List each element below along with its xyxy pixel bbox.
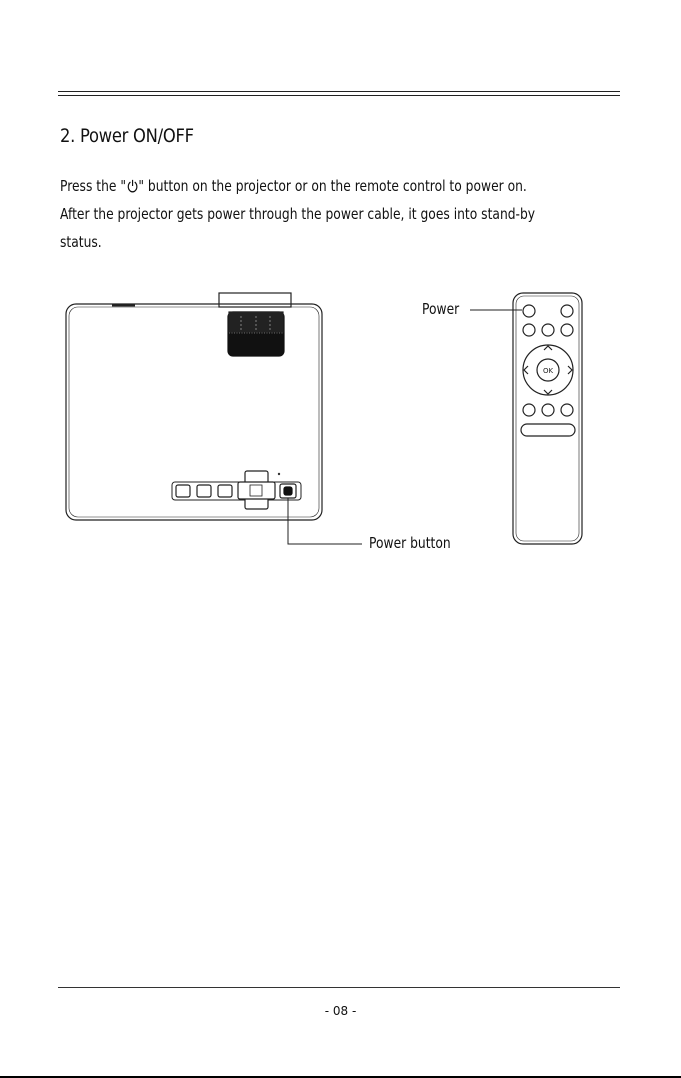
remote-power-label: Power: [422, 300, 460, 318]
line1-before: Press the ": [60, 177, 127, 195]
remote-control-illustration: [513, 293, 582, 544]
page-number: - 08 -: [324, 1004, 357, 1018]
line1-after: " button on the projector or on the remote control to power on.: [138, 177, 527, 195]
projector-illustration: [66, 293, 322, 520]
power-button-leader-line: [288, 498, 362, 544]
paragraph-line-3: status.: [60, 233, 102, 251]
section-title: 2. Power ON/OFF: [60, 125, 194, 147]
remote-ok-label: OK: [542, 367, 554, 375]
projector-power-button-label: Power button: [369, 534, 451, 552]
footer-rule: [58, 987, 620, 988]
paragraph-line-2: After the projector gets power through the power cable, it goes into stand-by: [60, 205, 536, 223]
